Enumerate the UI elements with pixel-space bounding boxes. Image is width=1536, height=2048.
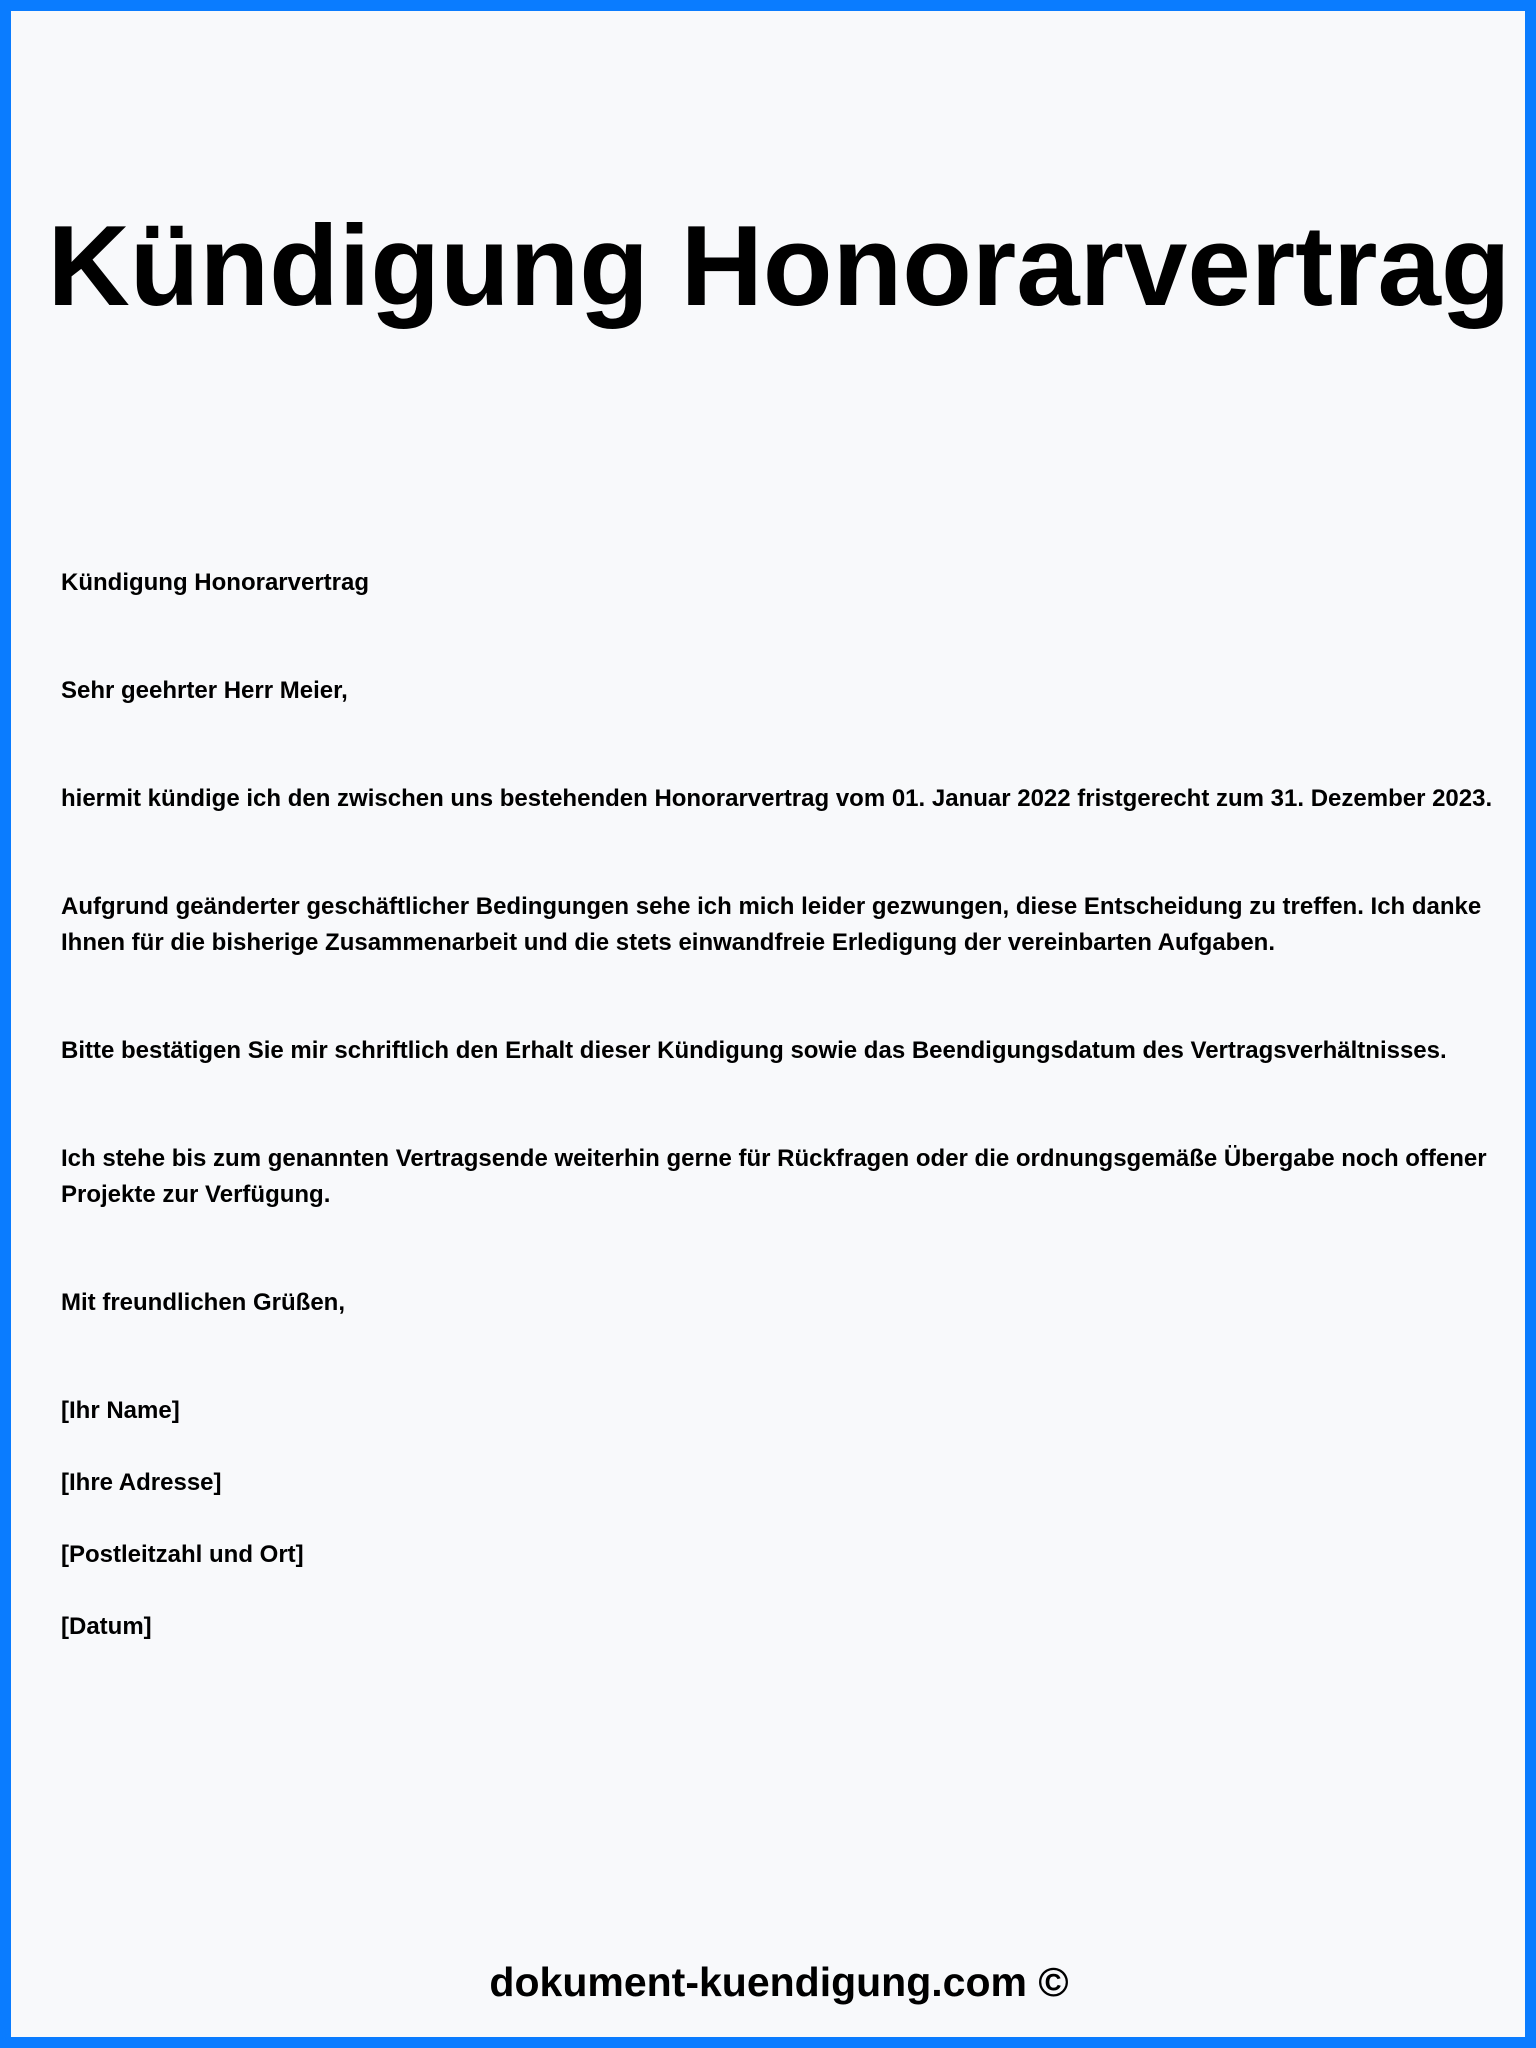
signature-name: [Ihr Name] [61, 1397, 180, 1424]
paragraph-availability: Ich stehe bis zum genannten Vertragsende weiterhin gerne für Rückfragen oder die ordnungsgemäße Übergabe noch offener Projekte zur Verfügung. [61, 1145, 1487, 1208]
signature-date: [Datum] [61, 1613, 152, 1640]
paragraph-confirmation: Bitte bestätigen Sie mir schriftlich den Erhalt dieser Kündigung sowie das Beendigungsdatum des Vertragsverhältnisses. [61, 1037, 1447, 1064]
closing: Mit freundlichen Grüßen, [61, 1289, 346, 1316]
footer-copyright: dokument-kuendigung.com © [489, 1959, 1069, 2005]
signature-postal-city: [Postleitzahl und Ort] [61, 1541, 304, 1568]
subject-line: Kündigung Honorarvertrag [61, 569, 370, 596]
salutation: Sehr geehrter Herr Meier, [61, 677, 348, 704]
document-title: Kündigung Honorarvertrag [47, 203, 1511, 330]
paragraph-reason: Aufgrund geänderter geschäftlicher Bedingungen sehe ich mich leider gezwungen, diese Entscheidung zu treffen. Ich danke Ihnen für die bisherige Zusammenarbeit und die stets einwandfreie Erledigung der vereinbarten Aufgaben. [61, 893, 1482, 956]
signature-address: [Ihre Adresse] [61, 1469, 222, 1496]
paragraph-termination: hiermit kündige ich den zwischen uns bestehenden Honorarvertrag vom 01. Januar 2022 fristgerecht zum 31. Dezember 2023. [61, 785, 1493, 812]
